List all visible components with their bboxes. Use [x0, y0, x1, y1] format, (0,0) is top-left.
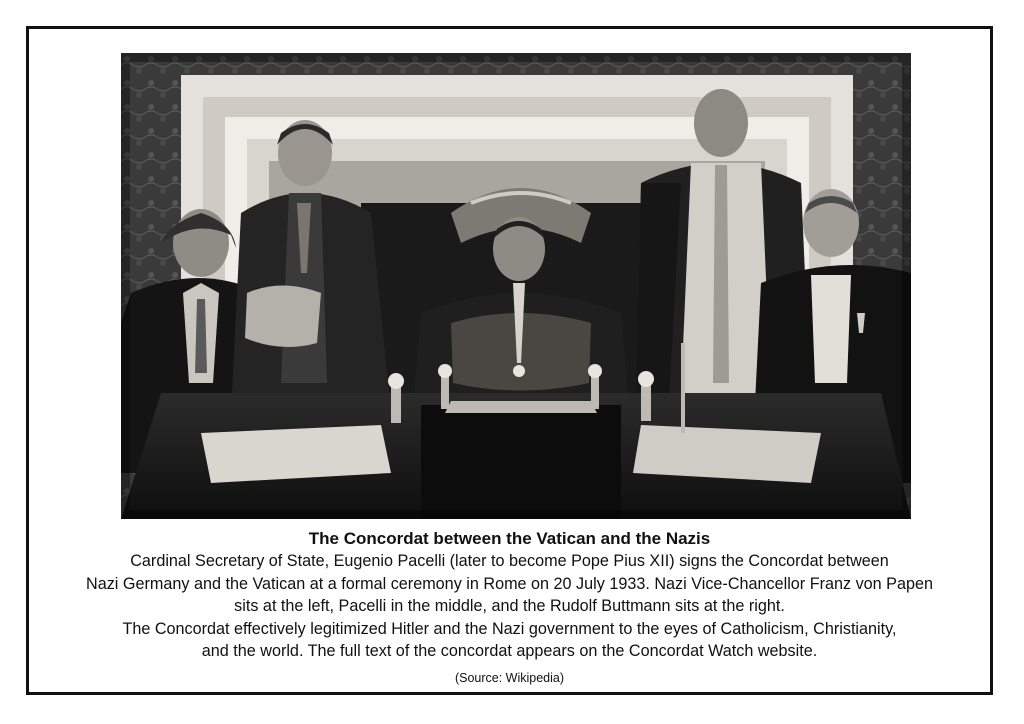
figure-frame — [26, 26, 993, 695]
caption-line-5: and the world. The full text of the concordat appears on the Concordat Watch website. — [201, 642, 818, 661]
caption-line-4: The Concordat effectively legitimized Hitler and the Nazi government to the eyes of Catholicism, Christianity, — [122, 619, 897, 638]
caption-line-2: Nazi Germany and the Vatican at a formal ceremony in Rome on 20 July 1933. Nazi Vice-Chancellor Franz von Papen — [86, 574, 933, 593]
caption-line-3: sits at the left, Pacelli in the middle, and the Rudolf Buttmann sits at the right. — [234, 597, 785, 616]
photo-illustration — [121, 53, 911, 519]
caption-line-1: Cardinal Secretary of State, Eugenio Pacelli (later to become Pope Pius XII) signs the Concordat between — [130, 552, 889, 570]
caption-source: (Source: Wikipedia) — [454, 670, 565, 685]
historical-photograph — [121, 53, 911, 519]
figure-caption — [29, 528, 990, 698]
caption-title: The Concordat between the Vatican and the Nazis — [308, 529, 711, 548]
